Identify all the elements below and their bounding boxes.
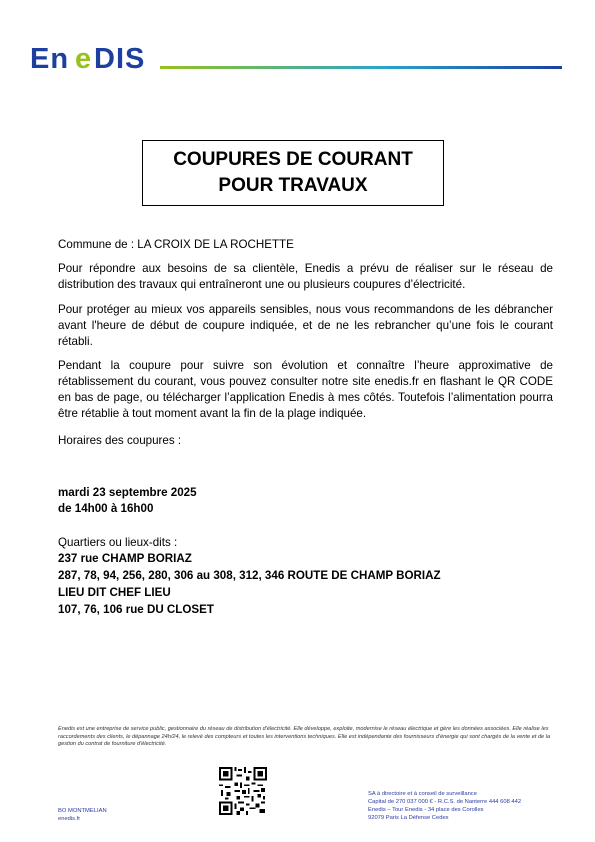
title-line-2: POUR TRAVAUX: [218, 175, 368, 196]
footer-company-line: SA à directoire et à conseil de surveillance: [368, 791, 477, 797]
schedule-date: mardi 23 septembre 2025: [58, 486, 197, 499]
title-line-1: COUPURES DE COURANT: [173, 149, 413, 170]
paragraph-recommendation: Pour protéger au mieux vos appareils sensibles, nous vous recommandons de les débrancher avant l'heure de début de coupure indiquée, et de ne les rebrancher qu’une fois le courant rétabli.: [58, 303, 553, 348]
paragraph-intro: Pour répondre aux besoins de sa clientèle, Enedis a prévu de réaliser sur le réseau de distribution des travaux qui entraîneront une ou plusieurs coupures d’électricité.: [58, 262, 553, 291]
footer-company-line: Capital de 270 037 000 € - R.C.S. de Nanterre 444 608 442: [368, 799, 522, 805]
location-item: 107, 76, 106 rue DU CLOSET: [58, 603, 214, 616]
location-item: 237 rue CHAMP BORIAZ: [58, 552, 192, 565]
location-item: 287, 78, 94, 256, 280, 306 au 308, 312, 346 ROUTE DE CHAMP BORIAZ: [58, 569, 441, 582]
qr-code[interactable]: [219, 767, 267, 815]
footer-company-info: [368, 790, 521, 822]
footer-left-block: [58, 807, 107, 823]
paragraph-follow-up: Pendant la coupure pour suivre son évolution et connaître l’heure approximative de rétablissement du courant, vous pouvez consulter notre site enedis.fr en flashant le QR CODE en bas de page, ou télécharger l’application Enedis à mes côtés. Toutefois l’alimentation pourra être rétablie à tout moment avant la fin de la plage indiquée.: [58, 359, 553, 420]
footer-company-line: 92079 Paris La Défense Cedex: [368, 815, 449, 821]
location-item: LIEU DIT CHEF LIEU: [58, 586, 171, 599]
locations-label: Quartiers ou lieux-dits :: [58, 536, 178, 549]
svg-text:DIS: DIS: [94, 43, 146, 72]
commune-label: Commune de :: [58, 238, 135, 251]
enedis-logo: [30, 42, 156, 72]
header-rule: [160, 66, 562, 69]
footer-website-link[interactable]: enedis.fr: [58, 816, 81, 822]
schedule-time: de 14h00 à 16h00: [58, 502, 154, 515]
commune-value: LA CROIX DE LA ROCHETTE: [137, 238, 294, 251]
svg-text:e: e: [75, 43, 92, 72]
footer-office: BO MONTMELIAN: [58, 808, 107, 814]
svg-text:En: En: [30, 43, 70, 72]
footer-legal-note: Enedis est une entreprise de service public, gestionnaire du réseau de distribution d'électricité. Elle développe, exploite, modernise le réseau électrique et gère les données associées. Elle réalise les raccordements des clients, le dépannage 24h/24, le relevé des compteurs et toutes les interventions techniques. Elle est indépendante des fournisseurs d'énergie qui sont chargés de la vente et de la gestion du contrat de fourniture d'électricité.: [58, 726, 551, 748]
schedule-label: Horaires des coupures :: [58, 434, 182, 447]
commune-line: [58, 237, 294, 253]
title-box: [142, 140, 444, 206]
footer-company-line: Enedis – Tour Enedis - 34 place des Corolles: [368, 807, 484, 813]
